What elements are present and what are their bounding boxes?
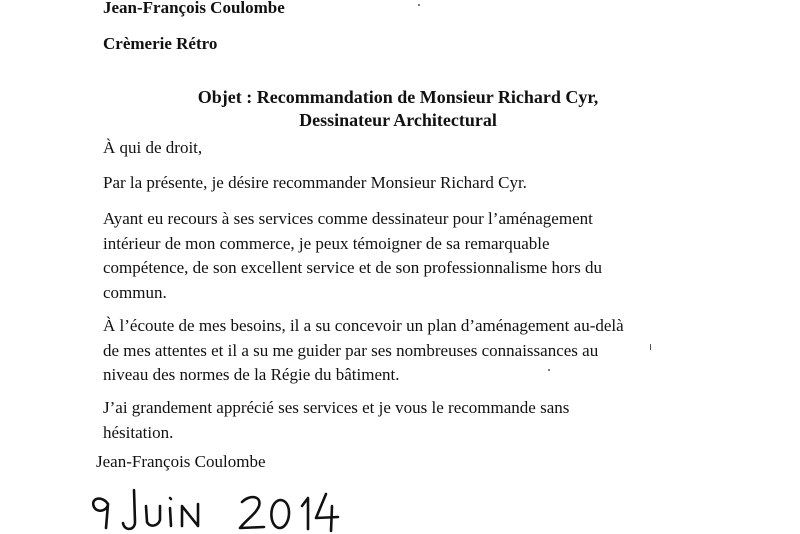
paragraph-line: À l’écoute de mes besoins, il a su concevoir un plan d’aménagement au-delà [103, 316, 624, 335]
paragraph-needs [103, 314, 624, 388]
sender-company: Crèmerie Rétro [103, 34, 218, 53]
closing-name: Jean-François Coulombe [96, 452, 266, 471]
subject-line-2: Dessinateur Architectural [299, 110, 497, 130]
paper-speck [650, 344, 651, 350]
paragraph-line: hésitation. [103, 422, 174, 442]
paper-speck [418, 4, 420, 6]
paragraph-line: J’ai grandement apprécié ses services et je vous le recommande sans [103, 398, 570, 417]
sender-name: Jean-François Coulombe [103, 0, 285, 17]
letter-subject [168, 86, 628, 132]
paragraph-services [103, 207, 602, 305]
paper-speck [548, 369, 550, 371]
subject-line-1: Objet : Recommandation de Monsieur Richard Cyr, [197, 87, 599, 107]
paragraph-intro [103, 171, 527, 196]
paragraph-line: niveau des normes de la Régie du bâtiment. [103, 365, 400, 384]
paragraph-line: compétence, de son excellent service et de son professionnalisme hors du [103, 258, 602, 277]
paragraph-line: commun. [103, 282, 167, 302]
paragraph-line: de mes attentes et il a su me guider par ses nombreuses connaissances au [103, 340, 599, 360]
paragraph-line: Ayant eu recours à ses services comme dessinateur pour l’aménagement [103, 209, 593, 228]
salutation: À qui de droit, [103, 138, 203, 157]
handwritten-date [90, 486, 340, 534]
paragraph-line: intérieur de mon commerce, je peux témoigner de sa remarquable [103, 233, 550, 253]
paragraph-closing [103, 396, 569, 445]
paragraph-line: Par la présente, je désire recommander Monsieur Richard Cyr. [103, 173, 527, 192]
